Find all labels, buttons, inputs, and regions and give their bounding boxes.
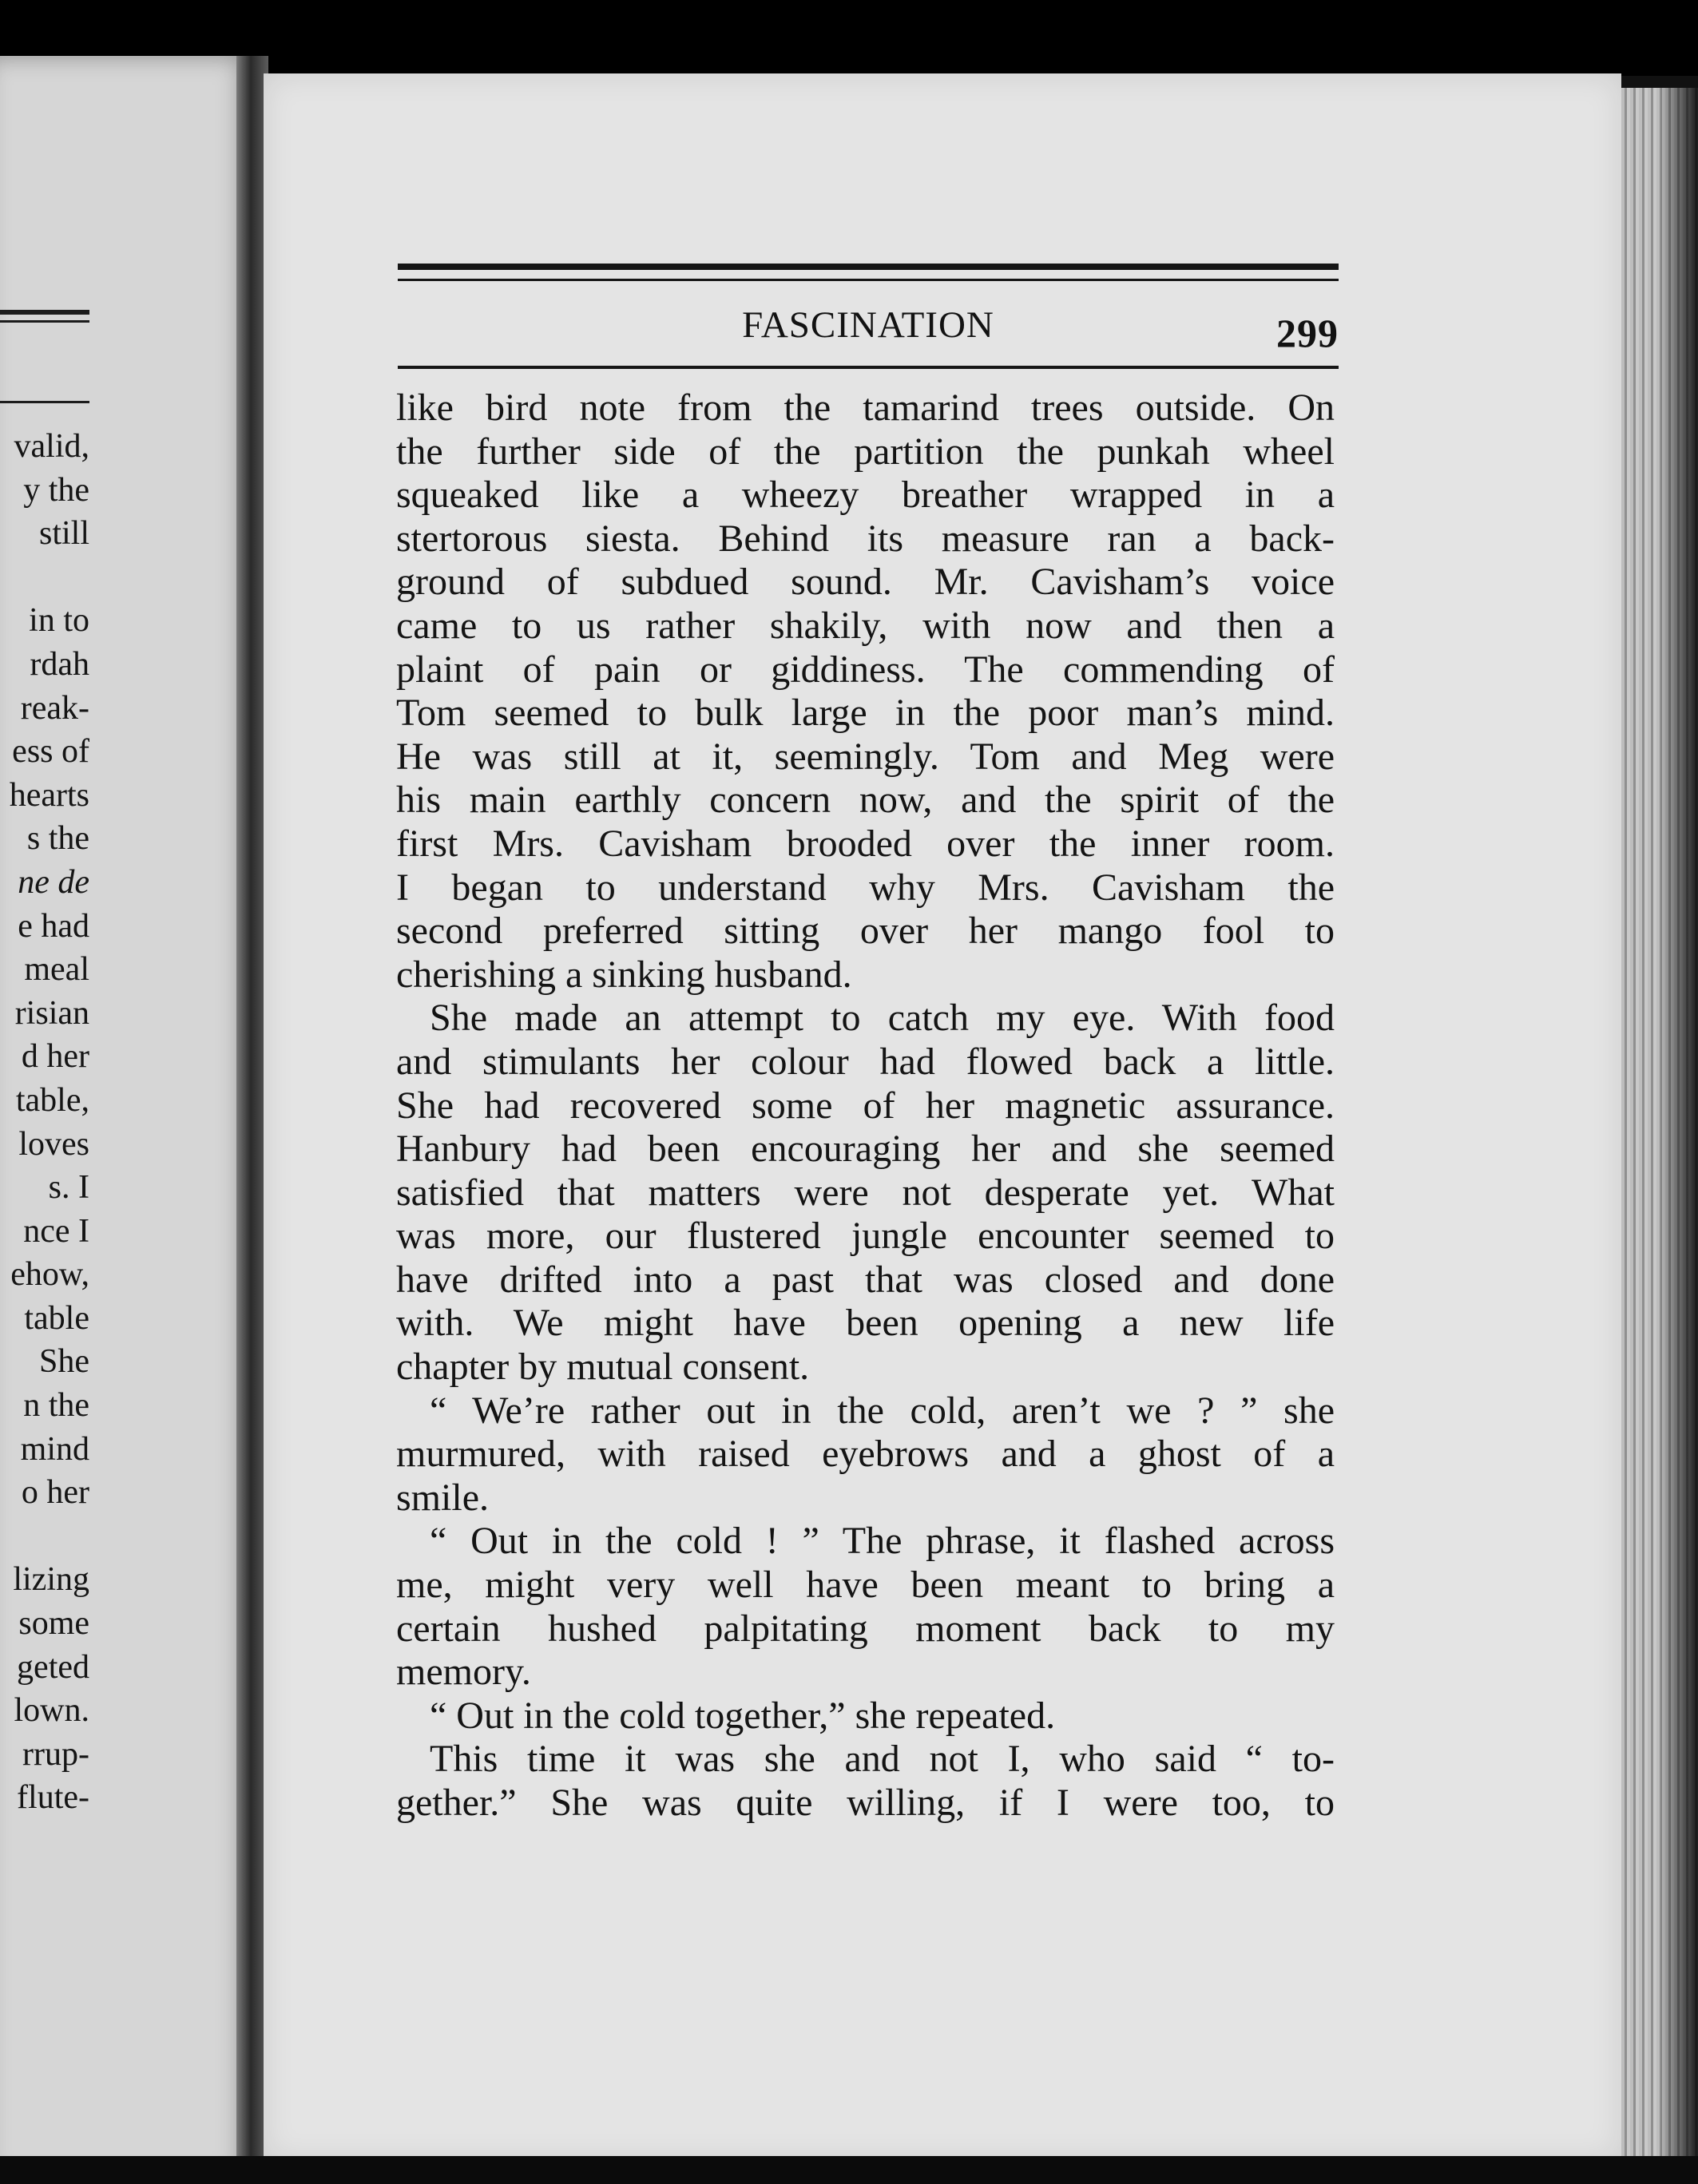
text-line: cherishing a sinking husband.	[396, 953, 852, 996]
text-line: smile.	[396, 1476, 489, 1519]
facing-text-line: rrup-	[22, 1735, 89, 1773]
facing-text-line	[0, 556, 89, 600]
facing-text-line: ne de	[18, 863, 89, 901]
header-rule-thin	[398, 279, 1339, 281]
text-line: with. We might have been opening a new life	[396, 1302, 1335, 1345]
text-line: She had recovered some of her magnetic assurance.	[396, 1084, 1335, 1127]
running-head-rule	[398, 366, 1339, 369]
facing-text-line: lizing	[13, 1561, 89, 1599]
facing-text-line: ess of	[12, 733, 89, 771]
text-line: came to us rather shakily, with now and then a	[396, 604, 1335, 647]
facing-text-line: valid,	[14, 428, 89, 465]
page-number: 299	[1276, 311, 1339, 355]
text-line: I began to understand why Mrs. Cavisham the	[396, 866, 1335, 909]
facing-text-line: hearts	[9, 776, 89, 814]
facing-text-line: ehow,	[10, 1256, 89, 1294]
text-line: memory.	[396, 1651, 531, 1694]
text-line: “ Out in the cold together,” she repeated.	[430, 1694, 1056, 1737]
facing-text-line: meal	[24, 951, 89, 989]
facing-text-line: in to	[29, 602, 89, 640]
text-line: “ We’re rather out in the cold, aren’t we ? ” she	[430, 1389, 1335, 1432]
facing-page-text-fragments	[0, 425, 89, 1820]
facing-text-line: n the	[23, 1387, 89, 1425]
facing-text-line: o her	[21, 1474, 89, 1512]
facing-text-line: s. I	[48, 1169, 89, 1207]
text-line: certain hushed palpitating moment back to my	[396, 1607, 1335, 1650]
page-stack-shadow	[1661, 88, 1698, 2184]
text-line: chapter by mutual consent.	[396, 1346, 810, 1389]
facing-text-line: nce I	[23, 1212, 89, 1250]
facing-text-line: table,	[15, 1081, 89, 1119]
text-line: satisfied that matters were not desperate yet. What	[396, 1171, 1335, 1214]
text-line: the further side of the partition the punkah wheel	[396, 430, 1335, 473]
facing-text-line: rdah	[30, 645, 89, 683]
facing-text-line: table	[24, 1299, 89, 1337]
text-line: plaint of pain or giddiness. The commending of	[396, 648, 1335, 691]
running-head	[398, 303, 1339, 355]
facing-text-line: some	[18, 1605, 89, 1643]
facing-text-line	[0, 1515, 89, 1559]
header-rule-thick	[398, 264, 1339, 270]
text-line: and stimulants her colour had flowed back a little.	[396, 1040, 1335, 1083]
text-line: Hanbury had been encouraging her and she seemed	[396, 1128, 1335, 1171]
text-line: He was still at it, seemingly. Tom and Meg were	[396, 735, 1335, 778]
text-line: murmured, with raised eyebrows and a ghost of a	[396, 1433, 1335, 1476]
facing-text-line: She	[39, 1343, 89, 1381]
left-header-rule-thin	[0, 320, 89, 323]
facing-text-line: flute-	[17, 1779, 89, 1817]
text-line: squeaked like a wheezy breather wrapped in a	[396, 474, 1335, 517]
text-line: first Mrs. Cavisham brooded over the inner room.	[396, 822, 1335, 865]
text-line: “ Out in the cold ! ” The phrase, it flashed across	[430, 1520, 1335, 1563]
text-line: stertorous siesta. Behind its measure ran a back-	[396, 517, 1335, 560]
text-line: She made an attempt to catch my eye. With food	[430, 997, 1335, 1040]
left-running-head-rule	[0, 401, 89, 403]
text-line: was more, our flustered jungle encounter seemed to	[396, 1215, 1335, 1258]
facing-text-line: reak-	[20, 689, 89, 727]
scan-bottom-border	[0, 2156, 1698, 2184]
text-line: have drifted into a past that was closed and done	[396, 1258, 1335, 1301]
running-title: FASCINATION	[742, 304, 994, 346]
facing-page-left	[0, 56, 256, 2180]
facing-text-line: still	[38, 515, 89, 553]
facing-text-line: s the	[26, 820, 89, 858]
text-line: second preferred sitting over her mango fool to	[396, 910, 1335, 953]
text-line: his main earthly concern now, and the spirit of the	[396, 779, 1335, 822]
facing-text-line: e had	[18, 907, 89, 945]
text-line: gether.” She was quite willing, if I were too, to	[396, 1782, 1335, 1824]
text-line: This time it was she and not I, who said “ to-	[430, 1738, 1335, 1781]
left-header-rule-thick	[0, 310, 89, 315]
facing-text-line: geted	[17, 1648, 89, 1686]
facing-text-line: lown.	[14, 1692, 89, 1730]
body-text	[396, 386, 1335, 1825]
text-line: ground of subdued sound. Mr. Cavisham’s voice	[396, 561, 1335, 604]
facing-text-line: mind	[20, 1430, 89, 1468]
text-line: me, might very well have been meant to bring a	[396, 1564, 1335, 1607]
text-line: Tom seemed to bulk large in the poor man’s mind.	[396, 692, 1335, 735]
facing-text-line: d her	[21, 1038, 89, 1076]
facing-text-line: y the	[23, 471, 89, 509]
facing-text-line: loves	[18, 1125, 89, 1163]
text-line: like bird note from the tamarind trees outside. On	[396, 386, 1335, 429]
facing-text-line: risian	[14, 994, 89, 1032]
